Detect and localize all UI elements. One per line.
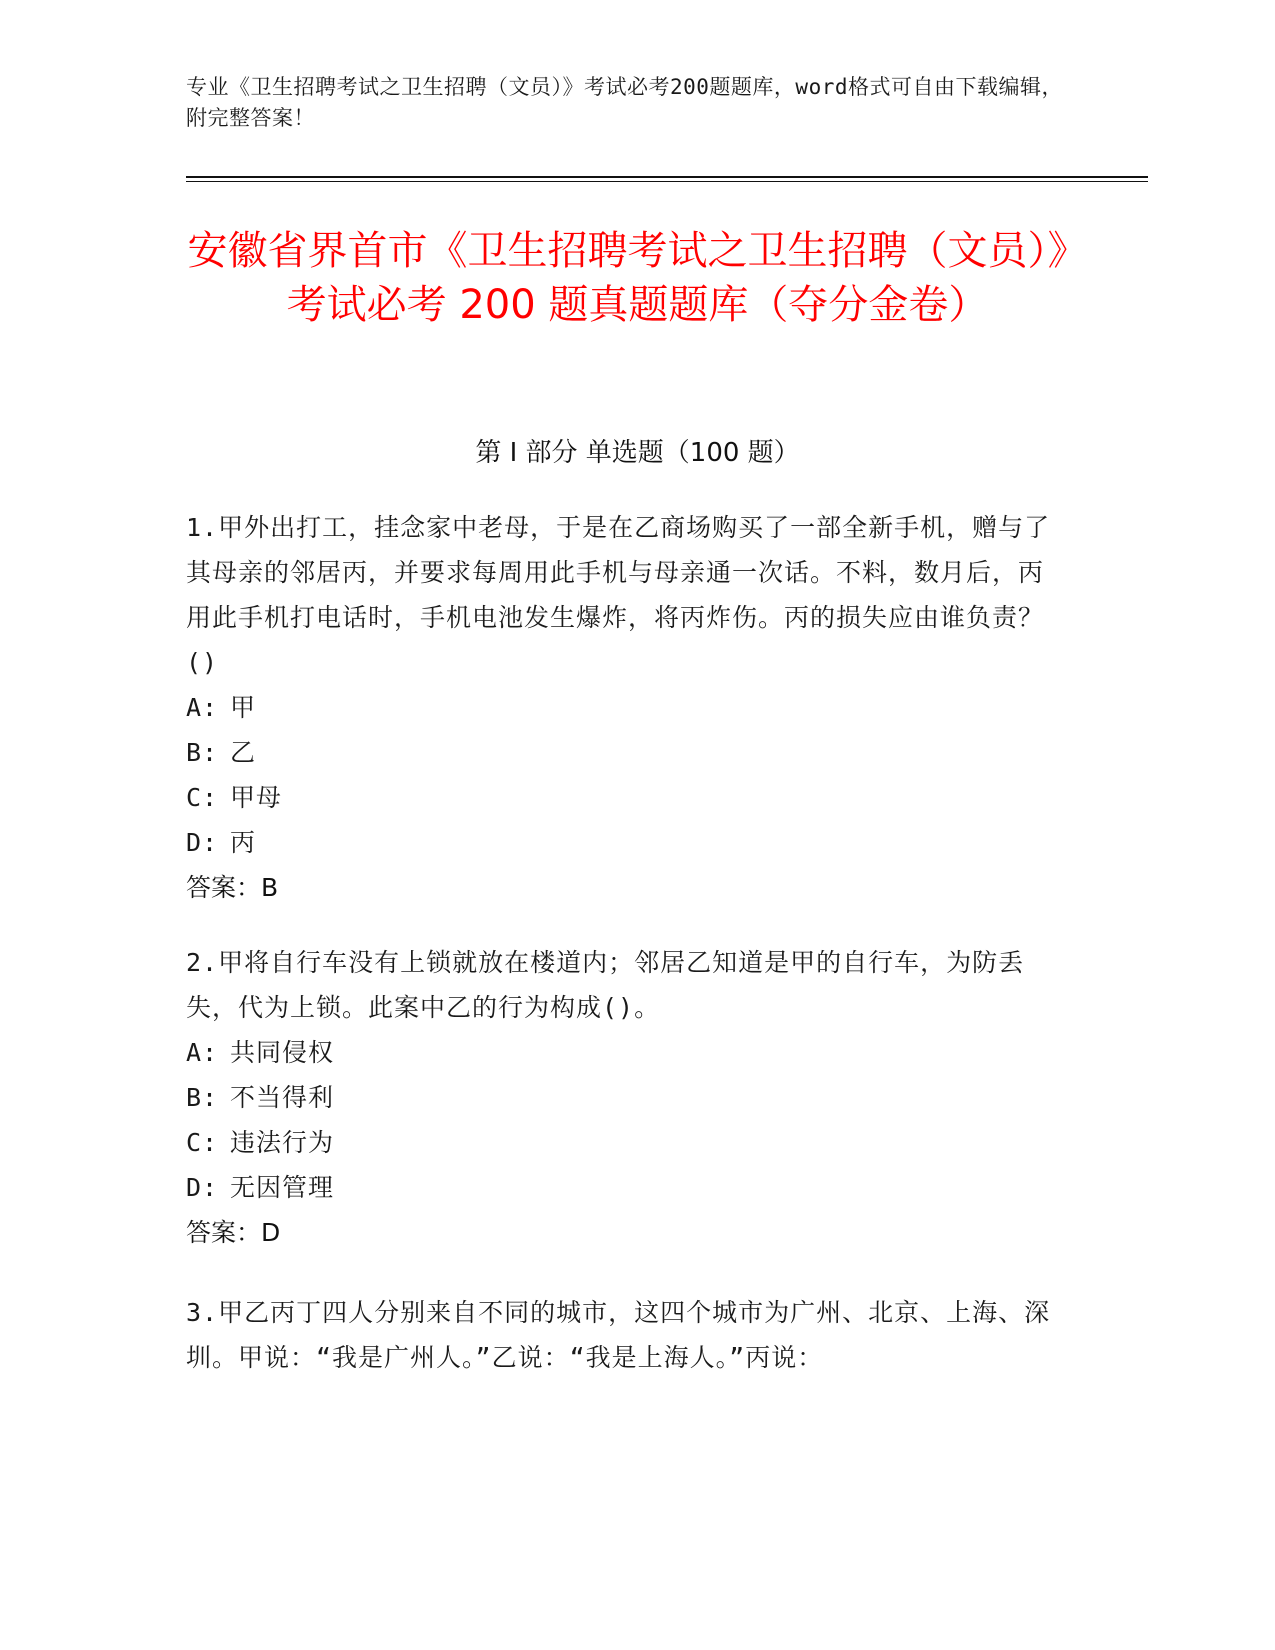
question-stem: 3.甲乙丙丁四人分别来自不同的城市，这四个城市为广州、北京、上海、深圳。甲说：“我是广州人。”乙说：“我是上海人。”丙说： [186, 1298, 1051, 1372]
option-text: 共同侵权 [230, 1038, 335, 1067]
question-stem: 1.甲外出打工，挂念家中老母，于是在乙商场购买了一部全新手机，赠与了其母亲的邻居丙，并要求每周用此手机与母亲通一次话。不料，数月后，丙用此手机打电话时，手机电池发生爆炸，将丙炸伤。丙的损失应由谁负责？() [186, 513, 1051, 677]
option-letter: B: [186, 738, 219, 767]
option-text: 乙 [230, 738, 257, 767]
option-b [186, 1075, 1066, 1120]
option-letter: D: [186, 1173, 219, 1202]
option-d [186, 820, 1066, 865]
question-1 [186, 505, 1066, 910]
header-divider-thick [186, 176, 1148, 178]
option-letter: C: [186, 783, 219, 812]
option-text: 违法行为 [230, 1128, 335, 1157]
option-text: 不当得利 [230, 1083, 335, 1112]
option-letter: B: [186, 1083, 219, 1112]
question-stem: 2.甲将自行车没有上锁就放在楼道内；邻居乙知道是甲的自行车，为防丢失，代为上锁。此案中乙的行为构成()。 [186, 948, 1025, 1022]
question-3 [186, 1290, 1066, 1380]
option-letter: D: [186, 828, 219, 857]
option-b [186, 730, 1066, 775]
option-d [186, 1165, 1066, 1210]
section-title: 第 I 部分 单选题（100 题） [475, 438, 800, 468]
option-c [186, 775, 1066, 820]
option-letter: A: [186, 1038, 219, 1067]
header-divider-thin [186, 181, 1148, 182]
option-letter: A: [186, 693, 219, 722]
answer-line: 答案：D [186, 1218, 281, 1247]
option-text: 甲 [230, 693, 257, 722]
answer-line: 答案：B [186, 873, 279, 902]
header-note: 专业《卫生招聘考试之卫生招聘（文员）》考试必考200题题库，word格式可自由下载编辑，附完整答案！ [186, 75, 1063, 130]
option-text: 丙 [230, 828, 257, 857]
question-2 [186, 940, 1066, 1255]
option-text: 甲母 [230, 783, 283, 812]
option-a [186, 1030, 1066, 1075]
option-c [186, 1120, 1066, 1165]
document-title: 安徽省界首市《卫生招聘考试之卫生招聘（文员）》考试必考 200 题真题题库（夺分金卷） [187, 228, 1088, 328]
option-letter: C: [186, 1128, 219, 1157]
option-a [186, 685, 1066, 730]
option-text: 无因管理 [230, 1173, 335, 1202]
